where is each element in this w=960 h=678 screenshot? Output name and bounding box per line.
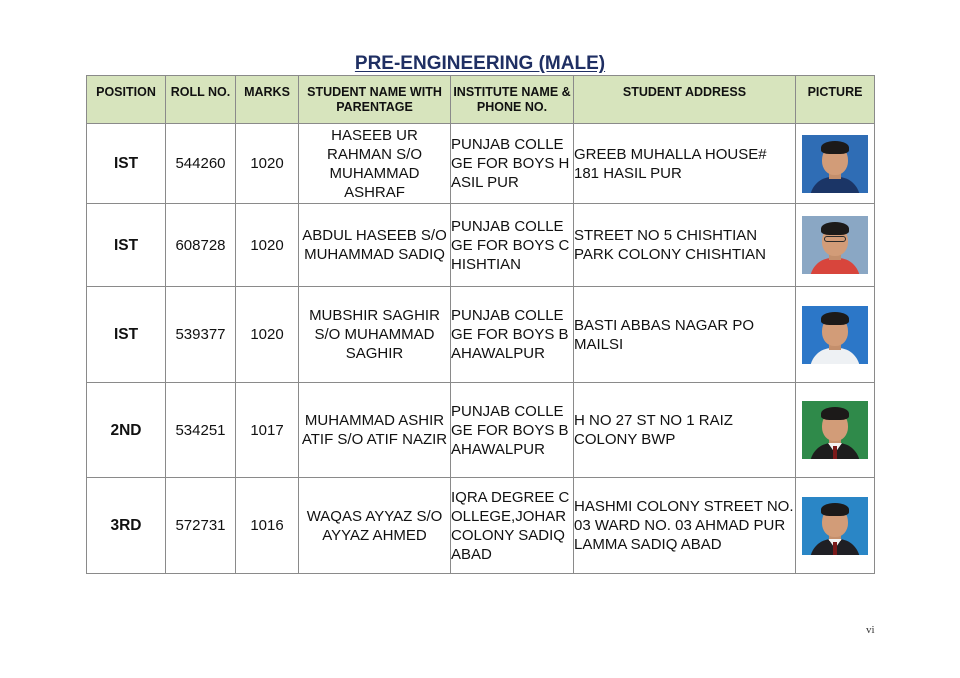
- cell-institute: PUNJAB COLLEGE FOR BOYS CHISHTIAN: [451, 204, 574, 287]
- student-photo: [802, 216, 868, 274]
- cell-marks: 1017: [236, 383, 299, 478]
- cell-roll-no: 539377: [166, 287, 236, 383]
- cell-position: 3RD: [87, 478, 166, 574]
- cell-address: GREEB MUHALLA HOUSE# 181 HASIL PUR: [574, 124, 796, 204]
- cell-student-name: WAQAS AYYAZ S/O AYYAZ AHMED: [299, 478, 451, 574]
- cell-marks: 1020: [236, 124, 299, 204]
- cell-marks: 1020: [236, 204, 299, 287]
- header-address: STUDENT ADDRESS: [574, 76, 796, 124]
- header-marks: MARKS: [236, 76, 299, 124]
- cell-address: H NO 27 ST NO 1 RAIZ COLONY BWP: [574, 383, 796, 478]
- table-header: [87, 76, 875, 124]
- table-row: [87, 287, 875, 383]
- cell-roll-no: 608728: [166, 204, 236, 287]
- header-row: [87, 76, 875, 124]
- cell-position: IST: [87, 287, 166, 383]
- header-picture: PICTURE: [796, 76, 875, 124]
- cell-picture: [796, 478, 875, 574]
- cell-picture: [796, 383, 875, 478]
- cell-institute: PUNJAB COLLEGE FOR BOYS BAHAWALPUR: [451, 287, 574, 383]
- cell-picture: [796, 287, 875, 383]
- cell-student-name: MUHAMMAD ASHIR ATIF S/O ATIF NAZIR: [299, 383, 451, 478]
- cell-position: 2ND: [87, 383, 166, 478]
- results-table: [86, 75, 875, 574]
- cell-roll-no: 534251: [166, 383, 236, 478]
- cell-position: IST: [87, 124, 166, 204]
- table-body: [87, 124, 875, 574]
- cell-roll-no: 544260: [166, 124, 236, 204]
- table-row: [87, 204, 875, 287]
- cell-roll-no: 572731: [166, 478, 236, 574]
- cell-address: BASTI ABBAS NAGAR PO MAILSI: [574, 287, 796, 383]
- cell-institute: PUNJAB COLLEGE FOR BOYS HASIL PUR: [451, 124, 574, 204]
- cell-student-name: ABDUL HASEEB S/O MUHAMMAD SADIQ: [299, 204, 451, 287]
- cell-position: IST: [87, 204, 166, 287]
- page-title: [0, 52, 960, 76]
- cell-picture: [796, 204, 875, 287]
- student-photo: [802, 497, 868, 555]
- header-position: POSITION: [87, 76, 166, 124]
- cell-student-name: HASEEB UR RAHMAN S/O MUHAMMAD ASHRAF: [299, 124, 451, 204]
- student-photo: [802, 306, 868, 364]
- cell-address: HASHMI COLONY STREET NO. 03 WARD NO. 03 AHMAD PUR LAMMA SADIQ ABAD: [574, 478, 796, 574]
- cell-institute: PUNJAB COLLEGE FOR BOYS BAHAWALPUR: [451, 383, 574, 478]
- page-title-text: PRE-ENGINEERING (MALE): [354, 53, 606, 74]
- page-number: vi: [866, 624, 875, 636]
- header-institute: INSTITUTE NAME & PHONE NO.: [451, 76, 574, 124]
- student-photo: [802, 401, 868, 459]
- cell-address: STREET NO 5 CHISHTIAN PARK COLONY CHISHTIAN: [574, 204, 796, 287]
- table-row: [87, 383, 875, 478]
- cell-student-name: MUBSHIR SAGHIR S/O MUHAMMAD SAGHIR: [299, 287, 451, 383]
- cell-institute: IQRA DEGREE COLLEGE,JOHAR COLONY SADIQ ABAD: [451, 478, 574, 574]
- cell-picture: [796, 124, 875, 204]
- header-student-name: STUDENT NAME WITH PARENTAGE: [299, 76, 451, 124]
- table-row: [87, 124, 875, 204]
- table-row: [87, 478, 875, 574]
- cell-marks: 1020: [236, 287, 299, 383]
- cell-marks: 1016: [236, 478, 299, 574]
- student-photo: [802, 135, 868, 193]
- header-roll-no: ROLL NO.: [166, 76, 236, 124]
